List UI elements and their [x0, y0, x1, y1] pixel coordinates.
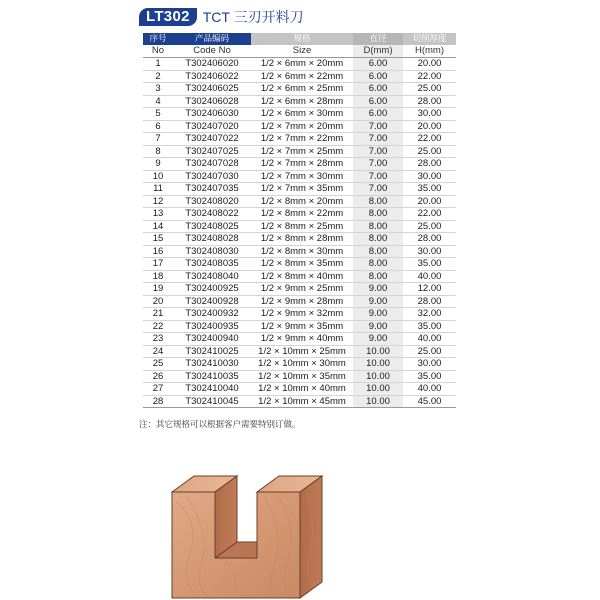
- cell-diameter: 7.00: [353, 158, 403, 171]
- cell-code: T302407020: [173, 120, 251, 133]
- cell-height: 30.00: [403, 108, 456, 121]
- cell-code: T302407025: [173, 145, 251, 158]
- cell-size: 1/2 × 9mm × 25mm: [251, 283, 353, 296]
- cell-height: 40.00: [403, 333, 456, 346]
- cell-size: 1/2 × 8mm × 20mm: [251, 195, 353, 208]
- cell-diameter: 10.00: [353, 370, 403, 383]
- cell-height: 25.00: [403, 220, 456, 233]
- cell-height: 45.00: [403, 395, 456, 408]
- cell-diameter: 10.00: [353, 383, 403, 396]
- cell-diameter: 7.00: [353, 170, 403, 183]
- cell-code: T302406020: [173, 58, 251, 71]
- cell-size: 1/2 × 8mm × 35mm: [251, 258, 353, 271]
- cell-no: 12: [143, 195, 173, 208]
- cell-height: 30.00: [403, 358, 456, 371]
- table-row: [143, 308, 456, 321]
- cell-size: 1/2 × 7mm × 35mm: [251, 183, 353, 196]
- cell-no: 3: [143, 83, 173, 96]
- cell-code: T302406022: [173, 70, 251, 83]
- cell-size: 1/2 × 8mm × 40mm: [251, 270, 353, 283]
- cell-height: 22.00: [403, 70, 456, 83]
- table-row: [143, 133, 456, 146]
- cell-size: 1/2 × 8mm × 25mm: [251, 220, 353, 233]
- cell-height: 30.00: [403, 170, 456, 183]
- cell-diameter: 10.00: [353, 395, 403, 408]
- cell-code: T302408035: [173, 258, 251, 271]
- cell-no: 27: [143, 383, 173, 396]
- cell-no: 24: [143, 345, 173, 358]
- cell-code: T302400932: [173, 308, 251, 321]
- cell-diameter: 9.00: [353, 320, 403, 333]
- table-row: [143, 183, 456, 196]
- cell-height: 28.00: [403, 95, 456, 108]
- cell-diameter: 8.00: [353, 233, 403, 246]
- table-row: [143, 108, 456, 121]
- cell-size: 1/2 × 9mm × 32mm: [251, 308, 353, 321]
- cell-diameter: 6.00: [353, 95, 403, 108]
- cell-code: T302406025: [173, 83, 251, 96]
- table-row: [143, 333, 456, 346]
- cell-height: 12.00: [403, 283, 456, 296]
- cell-height: 22.00: [403, 208, 456, 221]
- cell-height: 20.00: [403, 120, 456, 133]
- table-row: [143, 220, 456, 233]
- cell-code: T302410030: [173, 358, 251, 371]
- col-header-d: D(mm): [353, 45, 403, 58]
- table-row: [143, 358, 456, 371]
- cell-no: 1: [143, 58, 173, 71]
- cell-height: 20.00: [403, 195, 456, 208]
- cell-height: 25.00: [403, 83, 456, 96]
- spec-table-body: [143, 58, 456, 408]
- cell-size: 1/2 × 10mm × 45mm: [251, 395, 353, 408]
- cell-no: 21: [143, 308, 173, 321]
- cell-size: 1/2 × 7mm × 30mm: [251, 170, 353, 183]
- cell-size: 1/2 × 6mm × 22mm: [251, 70, 353, 83]
- cell-height: 30.00: [403, 245, 456, 258]
- cell-code: T302408020: [173, 195, 251, 208]
- col-header-size: Size: [251, 45, 353, 58]
- cell-height: 40.00: [403, 383, 456, 396]
- cell-height: 25.00: [403, 145, 456, 158]
- col-header-d-cn: 直径: [353, 33, 403, 45]
- table-row: [143, 208, 456, 221]
- table-row: [143, 258, 456, 271]
- cell-size: 1/2 × 6mm × 28mm: [251, 95, 353, 108]
- table-row: [143, 395, 456, 408]
- cell-code: T302408022: [173, 208, 251, 221]
- cell-height: 32.00: [403, 308, 456, 321]
- table-row: [143, 70, 456, 83]
- cell-size: 1/2 × 7mm × 28mm: [251, 158, 353, 171]
- product-header: [139, 8, 304, 26]
- footnote: 注：其它规格可以根据客户需要特别订做。: [139, 419, 301, 429]
- cell-code: T302410025: [173, 345, 251, 358]
- cell-no: 16: [143, 245, 173, 258]
- table-row: [143, 95, 456, 108]
- cell-code: T302407030: [173, 170, 251, 183]
- cell-diameter: 7.00: [353, 133, 403, 146]
- cell-code: T302408025: [173, 220, 251, 233]
- cell-diameter: 8.00: [353, 220, 403, 233]
- spec-table: [143, 33, 456, 408]
- cell-height: 22.00: [403, 133, 456, 146]
- cell-no: 6: [143, 120, 173, 133]
- cell-diameter: 9.00: [353, 308, 403, 321]
- cell-height: 35.00: [403, 183, 456, 196]
- table-row: [143, 170, 456, 183]
- col-header-h: H(mm): [403, 45, 456, 58]
- cell-no: 7: [143, 133, 173, 146]
- col-header-code: Code No: [173, 45, 251, 58]
- cell-code: T302410035: [173, 370, 251, 383]
- table-row: [143, 245, 456, 258]
- cell-size: 1/2 × 8mm × 22mm: [251, 208, 353, 221]
- cell-size: 1/2 × 9mm × 40mm: [251, 333, 353, 346]
- cell-diameter: 8.00: [353, 270, 403, 283]
- cell-diameter: 6.00: [353, 108, 403, 121]
- table-row: [143, 320, 456, 333]
- cell-size: 1/2 × 8mm × 28mm: [251, 233, 353, 246]
- cell-diameter: 6.00: [353, 58, 403, 71]
- cell-code: T302400935: [173, 320, 251, 333]
- cell-code: T302400925: [173, 283, 251, 296]
- cell-diameter: 8.00: [353, 245, 403, 258]
- cell-no: 15: [143, 233, 173, 246]
- cell-no: 17: [143, 258, 173, 271]
- cell-code: T302407022: [173, 133, 251, 146]
- table-row: [143, 233, 456, 246]
- cell-size: 1/2 × 7mm × 25mm: [251, 145, 353, 158]
- table-row: [143, 158, 456, 171]
- col-header-no: No: [143, 45, 173, 58]
- header-row-en: [143, 45, 456, 58]
- cell-code: T302407028: [173, 158, 251, 171]
- cell-code: T302408028: [173, 233, 251, 246]
- table-row: [143, 370, 456, 383]
- header-row-cn: [143, 33, 456, 45]
- cell-height: 28.00: [403, 295, 456, 308]
- col-header-h-cn: 切削厚度: [403, 33, 456, 45]
- cell-no: 28: [143, 395, 173, 408]
- model-badge: LT302: [139, 8, 197, 26]
- cell-no: 4: [143, 95, 173, 108]
- cell-size: 1/2 × 8mm × 30mm: [251, 245, 353, 258]
- cell-diameter: 10.00: [353, 345, 403, 358]
- cell-no: 13: [143, 208, 173, 221]
- cell-no: 10: [143, 170, 173, 183]
- cell-diameter: 9.00: [353, 333, 403, 346]
- cell-height: 40.00: [403, 270, 456, 283]
- cell-height: 28.00: [403, 158, 456, 171]
- cell-code: T302407035: [173, 183, 251, 196]
- cell-size: 1/2 × 6mm × 30mm: [251, 108, 353, 121]
- table-row: [143, 120, 456, 133]
- cell-code: T302408030: [173, 245, 251, 258]
- cell-code: T302406028: [173, 95, 251, 108]
- table-row: [143, 345, 456, 358]
- cell-code: T302400940: [173, 333, 251, 346]
- product-title: TCT 三刃开料刀: [202, 9, 304, 25]
- cell-no: 22: [143, 320, 173, 333]
- cell-code: T302408040: [173, 270, 251, 283]
- cell-no: 2: [143, 70, 173, 83]
- table-row: [143, 195, 456, 208]
- table-row: [143, 58, 456, 71]
- cell-height: 35.00: [403, 258, 456, 271]
- cell-diameter: 6.00: [353, 70, 403, 83]
- cell-diameter: 8.00: [353, 258, 403, 271]
- cell-code: T302410040: [173, 383, 251, 396]
- cell-no: 25: [143, 358, 173, 371]
- cell-size: 1/2 × 10mm × 35mm: [251, 370, 353, 383]
- right-side-face: [300, 476, 322, 598]
- cell-no: 14: [143, 220, 173, 233]
- cell-code: T302406030: [173, 108, 251, 121]
- cell-diameter: 6.00: [353, 83, 403, 96]
- cell-height: 28.00: [403, 233, 456, 246]
- cell-no: 19: [143, 283, 173, 296]
- cell-size: 1/2 × 10mm × 40mm: [251, 383, 353, 396]
- cell-size: 1/2 × 10mm × 25mm: [251, 345, 353, 358]
- cell-size: 1/2 × 10mm × 30mm: [251, 358, 353, 371]
- cell-no: 23: [143, 333, 173, 346]
- col-header-size-cn: 规格: [251, 33, 353, 45]
- table-row: [143, 83, 456, 96]
- cell-no: 11: [143, 183, 173, 196]
- cell-diameter: 8.00: [353, 195, 403, 208]
- cell-diameter: 8.00: [353, 208, 403, 221]
- table-row: [143, 295, 456, 308]
- cell-no: 20: [143, 295, 173, 308]
- cell-size: 1/2 × 7mm × 22mm: [251, 133, 353, 146]
- cell-size: 1/2 × 7mm × 20mm: [251, 120, 353, 133]
- cell-diameter: 7.00: [353, 120, 403, 133]
- cell-code: T302410045: [173, 395, 251, 408]
- cell-size: 1/2 × 9mm × 28mm: [251, 295, 353, 308]
- table-row: [143, 283, 456, 296]
- cell-height: 35.00: [403, 320, 456, 333]
- table-row: [143, 145, 456, 158]
- cell-diameter: 10.00: [353, 358, 403, 371]
- cut-profile-diagram: [170, 462, 340, 600]
- cell-size: 1/2 × 6mm × 20mm: [251, 58, 353, 71]
- cell-no: 5: [143, 108, 173, 121]
- cell-diameter: 9.00: [353, 295, 403, 308]
- cell-diameter: 9.00: [353, 283, 403, 296]
- cell-no: 9: [143, 158, 173, 171]
- cell-height: 25.00: [403, 345, 456, 358]
- cell-height: 20.00: [403, 58, 456, 71]
- cell-size: 1/2 × 9mm × 35mm: [251, 320, 353, 333]
- table-row: [143, 383, 456, 396]
- cell-code: T302400928: [173, 295, 251, 308]
- table-row: [143, 270, 456, 283]
- cell-no: 18: [143, 270, 173, 283]
- cell-height: 35.00: [403, 370, 456, 383]
- cell-size: 1/2 × 6mm × 25mm: [251, 83, 353, 96]
- cell-diameter: 7.00: [353, 183, 403, 196]
- cell-no: 8: [143, 145, 173, 158]
- cell-no: 26: [143, 370, 173, 383]
- col-header-code-cn: 产品编码: [173, 33, 251, 45]
- col-header-no-cn: 序号: [143, 33, 173, 45]
- cell-diameter: 7.00: [353, 145, 403, 158]
